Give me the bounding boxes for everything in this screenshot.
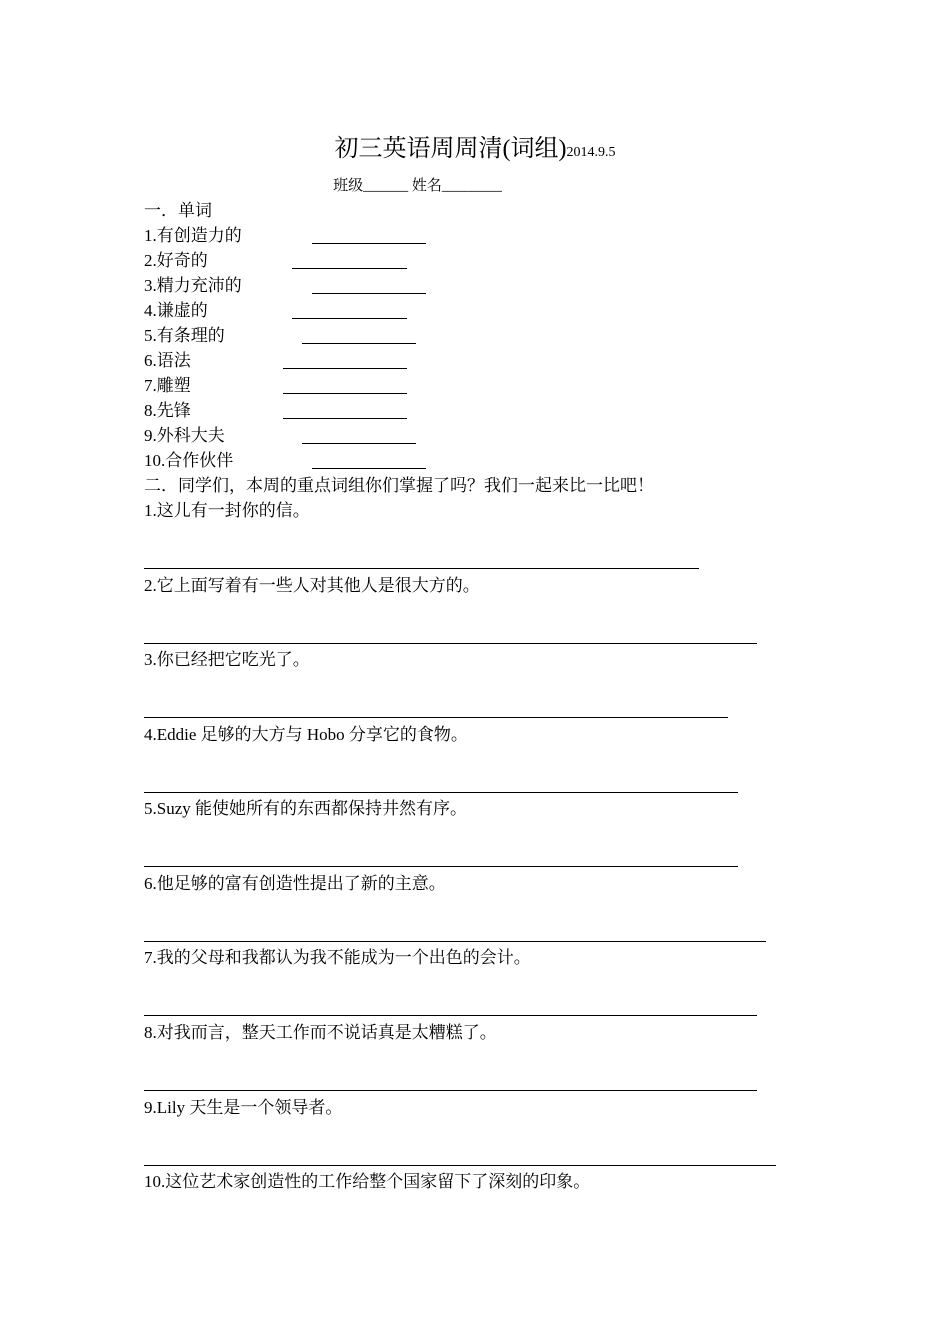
vocab-item: 7.雕塑 — [144, 376, 191, 395]
translation-item: 3.你已经把它吃光了。 — [144, 650, 310, 669]
translation-item: 5.Suzy 能使她所有的东西都保持井然有序。 — [144, 799, 467, 818]
student-info — [0, 176, 835, 196]
translation-item: 4.Eddie 足够的大方与 Hobo 分享它的食物。 — [144, 725, 468, 744]
vocab-answer-blank[interactable] — [312, 243, 426, 244]
vocab-item: 10.合作伙伴 — [144, 451, 234, 470]
vocab-item: 6.语法 — [144, 351, 191, 370]
translation-answer-line[interactable] — [144, 941, 766, 942]
vocab-answer-blank[interactable] — [283, 393, 407, 394]
vocab-item: 1.有创造力的 — [144, 226, 242, 245]
translation-item: 1.这儿有一封你的信。 — [144, 501, 310, 520]
translation-answer-line[interactable] — [144, 792, 738, 793]
translation-item: 2.它上面写着有一些人对其他人是很大方的。 — [144, 576, 480, 595]
vocab-item: 2.好奇的 — [144, 251, 208, 270]
translation-answer-line[interactable] — [144, 1015, 757, 1016]
vocab-answer-blank[interactable] — [283, 368, 407, 369]
vocab-answer-blank[interactable] — [292, 318, 407, 319]
title-text: 初三英语周周清(词组) — [334, 136, 567, 162]
translation-answer-line[interactable] — [144, 717, 728, 718]
section2-heading: 二．同学们，本周的重点词组你们掌握了吗？我们一起来比一比吧！ — [144, 476, 654, 495]
vocab-answer-blank[interactable] — [292, 268, 407, 269]
vocab-item: 4.谦虚的 — [144, 301, 208, 320]
translation-answer-line[interactable] — [144, 568, 699, 569]
section1-heading: 一．单词 — [144, 201, 212, 220]
vocab-answer-blank[interactable] — [312, 468, 426, 469]
translation-item: 6.他足够的富有创造性提出了新的主意。 — [144, 874, 446, 893]
vocab-answer-blank[interactable] — [302, 443, 416, 444]
name-label: 姓名________ — [411, 178, 502, 194]
translation-item: 10.这位艺术家创造性的工作给整个国家留下了深刻的印象。 — [144, 1172, 591, 1191]
translation-answer-line[interactable] — [144, 1090, 757, 1091]
translation-item: 8.对我而言，整天工作而不说话真是太糟糕了。 — [144, 1023, 497, 1042]
page-title — [0, 134, 950, 168]
vocab-answer-blank[interactable] — [283, 418, 407, 419]
translation-answer-line[interactable] — [144, 866, 738, 867]
vocab-item: 9.外科大夫 — [144, 426, 225, 445]
translation-answer-line[interactable] — [144, 1165, 776, 1166]
vocab-item: 5.有条理的 — [144, 326, 225, 345]
vocab-answer-blank[interactable] — [302, 343, 416, 344]
translation-item: 9.Lily 天生是一个领导者。 — [144, 1098, 343, 1117]
vocab-item: 3.精力充沛的 — [144, 276, 242, 295]
vocab-item: 8.先锋 — [144, 401, 191, 420]
translation-item: 7.我的父母和我都认为我不能成为一个出色的会计。 — [144, 948, 531, 967]
title-date: 2014.9.5 — [566, 145, 616, 160]
translation-answer-line[interactable] — [144, 643, 757, 644]
class-label: 班级______ — [333, 178, 409, 194]
vocab-answer-blank[interactable] — [312, 293, 426, 294]
